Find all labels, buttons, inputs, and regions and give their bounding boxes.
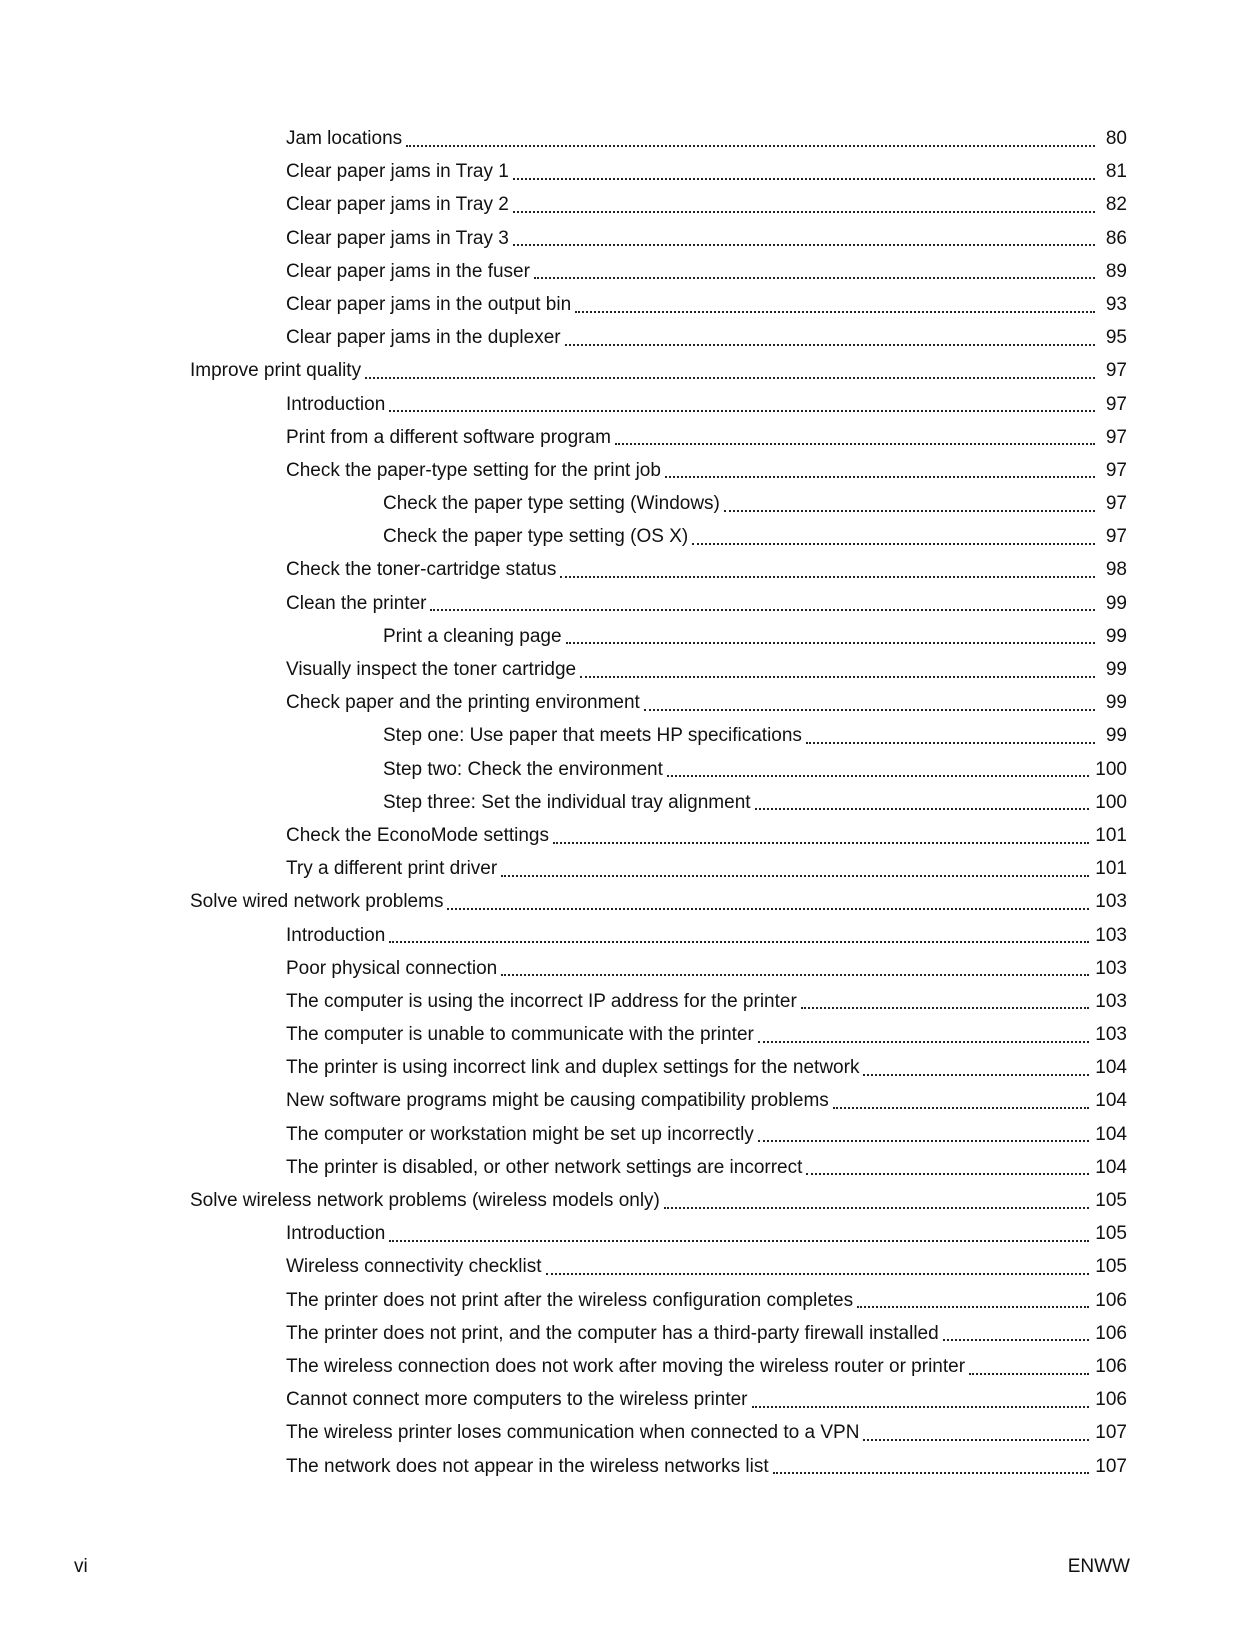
toc-entry-title: Clear paper jams in Tray 3 (286, 227, 509, 249)
toc-entry-title: The computer or workstation might be set up incorrectly (286, 1123, 754, 1145)
toc-entry[interactable] (0, 786, 1239, 819)
dot-leader (692, 543, 1095, 545)
dot-leader (644, 709, 1095, 711)
toc-entry-title: Introduction (286, 1223, 386, 1245)
toc-entry-title: New software programs might be causing compatibility problems (286, 1090, 829, 1112)
dot-leader (546, 1273, 1090, 1275)
dot-leader (560, 576, 1095, 578)
toc-entry-page-number: 103 (1095, 891, 1127, 913)
dot-leader (801, 1007, 1090, 1009)
toc-entry[interactable] (0, 719, 1239, 752)
toc-entry[interactable] (0, 985, 1239, 1018)
dot-leader (863, 1439, 1089, 1441)
toc-entry[interactable] (0, 487, 1239, 520)
toc-entry-page-number: 97 (1105, 393, 1127, 415)
dot-leader (501, 875, 1089, 877)
dot-leader (575, 311, 1095, 313)
toc-entry-page-number: 100 (1095, 791, 1127, 813)
toc-entry-page-number: 99 (1105, 692, 1127, 714)
toc-entry[interactable] (0, 255, 1239, 288)
toc-entry-title: Solve wireless network problems (wireless models only) (190, 1190, 660, 1211)
toc-entry-title: Clear paper jams in Tray 2 (286, 194, 509, 216)
toc-entry[interactable] (0, 1383, 1239, 1416)
toc-entry-title: The printer does not print after the wireless configuration completes (286, 1289, 854, 1311)
toc-entry-page-number: 98 (1105, 559, 1127, 581)
toc-entry[interactable] (0, 1184, 1239, 1217)
dot-leader (664, 1207, 1089, 1209)
toc-entry[interactable] (0, 919, 1239, 952)
dot-leader (513, 211, 1095, 213)
toc-entry-title: Poor physical connection (286, 957, 498, 979)
toc-entry-title: The printer is disabled, or other network settings are incorrect (286, 1156, 803, 1178)
dot-leader (365, 377, 1095, 379)
dot-leader (806, 1173, 1089, 1175)
toc-entry-title: Visually inspect the toner cartridge (286, 659, 577, 680)
toc-entry[interactable] (0, 122, 1239, 155)
toc-entry-page-number: 104 (1095, 1123, 1127, 1145)
toc-entry[interactable] (0, 653, 1239, 686)
toc-entry-title: The computer is using the incorrect IP address for the printer (286, 990, 797, 1012)
toc-entry-title: Clear paper jams in Tray 1 (286, 161, 509, 183)
toc-entry-page-number: 103 (1095, 1024, 1127, 1046)
toc-entry-title: Check the toner-cartridge status (286, 559, 557, 581)
toc-entry-page-number: 105 (1095, 1190, 1127, 1211)
toc-entry-title: The printer does not print, and the computer has a third-party firewall installed (286, 1322, 939, 1344)
toc-entry[interactable] (0, 753, 1239, 786)
toc-entry-page-number: 99 (1105, 625, 1127, 647)
dot-leader (758, 1140, 1089, 1142)
toc-entry-title: Check paper and the printing environment (286, 692, 640, 714)
toc-entry-page-number: 99 (1105, 659, 1127, 680)
dot-leader (667, 775, 1089, 777)
toc-entry-title: Introduction (286, 393, 386, 415)
toc-entry-title: Print a cleaning page (383, 625, 562, 647)
toc-entry-title: Step three: Set the individual tray alignment (383, 791, 751, 813)
dot-leader (389, 941, 1089, 943)
toc-entry[interactable] (0, 288, 1239, 321)
toc-entry-title: Check the EconoMode settings (286, 824, 549, 846)
toc-entry[interactable] (0, 885, 1239, 918)
dot-leader (566, 642, 1095, 644)
toc-entry-title: Solve wired network problems (190, 891, 444, 913)
toc-entry-page-number: 104 (1095, 1156, 1127, 1178)
toc-entry-title: Try a different print driver (286, 858, 498, 880)
toc-entry[interactable] (0, 388, 1239, 421)
toc-entry-page-number: 82 (1105, 194, 1127, 216)
dot-leader (447, 908, 1089, 910)
dot-leader (430, 609, 1095, 611)
dot-leader (565, 344, 1095, 346)
dot-leader (943, 1339, 1090, 1341)
dot-leader (389, 410, 1095, 412)
toc-entry-title: The printer is using incorrect link and duplex settings for the network (286, 1057, 860, 1079)
toc-entry-page-number: 93 (1105, 293, 1127, 315)
toc-entry-title: Print from a different software program (286, 426, 611, 448)
toc-entry-title: Check the paper-type setting for the print job (286, 459, 661, 481)
toc-entry-page-number: 103 (1095, 990, 1127, 1012)
dot-leader (758, 1041, 1089, 1043)
toc-entry-title: Step two: Check the environment (383, 758, 663, 780)
toc-entry-title: Clear paper jams in the output bin (286, 293, 572, 315)
toc-entry-title: Step one: Use paper that meets HP specifications (383, 725, 802, 747)
toc-entry-page-number: 105 (1095, 1256, 1127, 1278)
dot-leader (615, 443, 1095, 445)
toc-entry-title: The wireless printer loses communication when connected to a VPN (286, 1422, 860, 1444)
toc-entry[interactable] (0, 553, 1239, 586)
dot-leader (501, 974, 1089, 976)
toc-entry[interactable] (0, 321, 1239, 354)
dot-leader (806, 742, 1095, 744)
toc-entry[interactable] (0, 421, 1239, 454)
dot-leader (513, 244, 1095, 246)
toc-entry[interactable] (0, 1317, 1239, 1350)
toc-entry-title: Improve print quality (190, 360, 362, 382)
dot-leader (752, 1406, 1090, 1408)
toc-entry-page-number: 106 (1095, 1322, 1127, 1344)
toc-entry-page-number: 107 (1095, 1455, 1127, 1477)
toc-entry[interactable] (0, 1151, 1239, 1184)
toc-entry[interactable] (0, 222, 1239, 255)
dot-leader (389, 1240, 1089, 1242)
toc-entry-page-number: 99 (1105, 592, 1127, 614)
toc-entry-page-number: 104 (1095, 1057, 1127, 1079)
toc-entry-title: Jam locations (286, 128, 403, 149)
toc-entry[interactable] (0, 1051, 1239, 1084)
toc-entry-page-number: 95 (1105, 327, 1127, 349)
dot-leader (665, 476, 1095, 478)
dot-leader (969, 1373, 1089, 1375)
toc-entry[interactable] (0, 620, 1239, 653)
toc-entry-page-number: 97 (1105, 526, 1127, 548)
toc-entry-page-number: 103 (1095, 957, 1127, 979)
toc-entry[interactable] (0, 952, 1239, 985)
toc-entry-page-number: 101 (1095, 824, 1127, 846)
toc-entry[interactable] (0, 1250, 1239, 1283)
toc-entry-page-number: 106 (1095, 1355, 1127, 1377)
toc-entry-page-number: 97 (1105, 360, 1127, 382)
toc-entry-title: Clear paper jams in the duplexer (286, 327, 561, 349)
toc-entry-title: Cannot connect more computers to the wireless printer (286, 1389, 748, 1411)
toc-entry-title: Clear paper jams in the fuser (286, 260, 530, 282)
toc-entry-title: The computer is unable to communicate with the printer (286, 1024, 754, 1046)
table-of-contents (0, 122, 1239, 1483)
toc-entry-page-number: 105 (1095, 1223, 1127, 1245)
toc-entry[interactable] (0, 852, 1239, 885)
toc-entry[interactable] (0, 1018, 1239, 1051)
toc-entry-page-number: 99 (1105, 725, 1127, 747)
toc-entry[interactable] (0, 1118, 1239, 1151)
toc-entry-page-number: 106 (1095, 1289, 1127, 1311)
toc-entry-title: Check the paper type setting (Windows) (383, 493, 720, 515)
toc-entry-page-number: 97 (1105, 426, 1127, 448)
toc-entry[interactable] (0, 155, 1239, 188)
locale-code: ENWW (1067, 1556, 1130, 1577)
dot-leader (534, 277, 1095, 279)
toc-entry[interactable] (0, 1350, 1239, 1383)
toc-entry-page-number: 97 (1105, 493, 1127, 515)
dot-leader (863, 1074, 1089, 1076)
toc-entry[interactable] (0, 1450, 1239, 1483)
toc-entry-page-number: 100 (1095, 758, 1127, 780)
dot-leader (724, 510, 1095, 512)
toc-entry-page-number: 106 (1095, 1389, 1127, 1411)
toc-entry-title: Check the paper type setting (OS X) (383, 526, 689, 548)
toc-entry-page-number: 103 (1095, 924, 1127, 946)
toc-entry-page-number: 107 (1095, 1422, 1127, 1444)
toc-entry-page-number: 86 (1105, 227, 1127, 249)
page-number: vi (74, 1556, 88, 1577)
dot-leader (755, 808, 1090, 810)
toc-entry-title: Clean the printer (286, 592, 427, 614)
toc-entry-title: Wireless connectivity checklist (286, 1256, 542, 1278)
dot-leader (580, 676, 1095, 678)
dot-leader (857, 1306, 1089, 1308)
toc-entry[interactable] (0, 1416, 1239, 1449)
toc-entry[interactable] (0, 819, 1239, 852)
dot-leader (513, 178, 1095, 180)
toc-entry[interactable] (0, 1217, 1239, 1250)
toc-entry[interactable] (0, 520, 1239, 553)
toc-entry[interactable] (0, 1284, 1239, 1317)
toc-entry[interactable] (0, 686, 1239, 719)
toc-entry-page-number: 80 (1105, 128, 1127, 149)
toc-entry-page-number: 101 (1095, 858, 1127, 880)
dot-leader (406, 145, 1095, 147)
toc-entry-title: Introduction (286, 924, 386, 946)
toc-entry[interactable] (0, 188, 1239, 221)
toc-entry[interactable] (0, 587, 1239, 620)
toc-entry[interactable] (0, 1084, 1239, 1117)
toc-entry[interactable] (0, 454, 1239, 487)
toc-entry-title: The network does not appear in the wireless networks list (286, 1455, 769, 1477)
dot-leader (833, 1107, 1090, 1109)
dot-leader (773, 1472, 1090, 1474)
toc-entry-page-number: 104 (1095, 1090, 1127, 1112)
dot-leader (553, 842, 1089, 844)
toc-entry[interactable] (0, 354, 1239, 387)
toc-entry-title: The wireless connection does not work after moving the wireless router or printer (286, 1355, 966, 1377)
toc-entry-page-number: 81 (1105, 161, 1127, 183)
toc-entry-page-number: 97 (1105, 459, 1127, 481)
toc-entry-page-number: 89 (1105, 260, 1127, 282)
